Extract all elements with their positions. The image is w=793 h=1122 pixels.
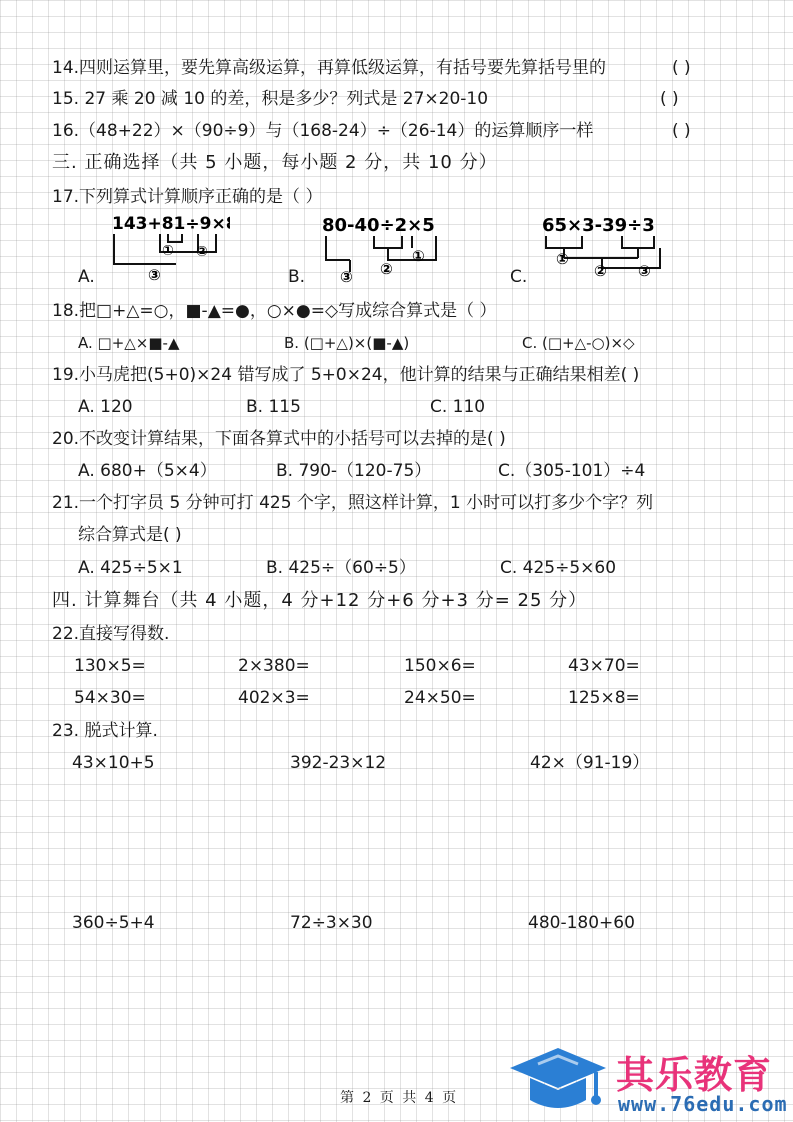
question-21-cont: 综合算式是( ): [78, 525, 182, 545]
step-calc-4: 360÷5+4: [72, 913, 155, 933]
option-17-a-label[interactable]: A.: [78, 267, 95, 287]
question-19: 19.小马虎把(5+0)×24 错写成了 5+0×24，他计算的结果与正确结果相差( ): [52, 365, 640, 385]
question-15: 15. 27 乘 20 减 10 的差，积是多少？列式是 27×20-10: [52, 89, 489, 109]
option-21-c[interactable]: C. 425÷5×60: [500, 558, 617, 578]
step-calc-2: 392-23×12: [290, 753, 387, 773]
option-18-a[interactable]: A. □+△×■-▲: [78, 334, 180, 352]
step-calc-5: 72÷3×30: [290, 913, 373, 933]
option-20-a[interactable]: A. 680+（5×4）: [78, 461, 217, 481]
brand-title: 其乐教育: [616, 1053, 773, 1097]
step-calc-6: 480-180+60: [528, 913, 635, 933]
order-diagram-c: [542, 214, 672, 290]
option-18-c[interactable]: C. (□+△-○)×◇: [522, 334, 635, 352]
option-19-a[interactable]: A. 120: [78, 397, 133, 417]
diagram-a-expression: 143+81÷9×8: [112, 214, 230, 234]
mental-calc-6: 402×3=: [238, 688, 310, 708]
mental-calc-4: 43×70=: [568, 656, 640, 676]
mental-calc-3: 150×6=: [404, 656, 476, 676]
diagram-c-step-2: ②: [594, 262, 607, 280]
page-number: 第 2 页 共 4 页: [340, 1090, 459, 1106]
question-16: 16.（48+22）×（90÷9）与（168-24）÷（26-14）的运算顺序一样: [52, 121, 594, 141]
diagram-c-step-1: ①: [556, 250, 569, 268]
mental-calc-2: 2×380=: [238, 656, 310, 676]
diagram-c-step-3: ③: [638, 262, 651, 280]
option-18-b[interactable]: B. (□+△)×(■-▲): [284, 334, 410, 352]
question-22: 22.直接写得数.: [52, 624, 170, 644]
graduation-cap-icon: [508, 1042, 608, 1122]
brand-logo: [508, 1040, 793, 1122]
question-23: 23. 脱式计算.: [52, 721, 158, 741]
step-calc-3: 42×（91-19）: [530, 753, 650, 773]
diagram-b-step-3: ③: [340, 268, 353, 286]
option-19-b[interactable]: B. 115: [246, 397, 301, 417]
diagram-b-expression: 80-40÷2×5: [322, 215, 435, 236]
question-17: 17.下列算式计算顺序正确的是（ ）: [52, 187, 323, 207]
mental-calc-1: 130×5=: [74, 656, 146, 676]
answer-paren-14[interactable]: ( ): [672, 58, 691, 78]
answer-paren-15[interactable]: ( ): [660, 89, 679, 109]
answer-paren-16[interactable]: ( ): [672, 121, 691, 141]
mental-calc-7: 24×50=: [404, 688, 476, 708]
diagram-b-step-2: ②: [380, 260, 393, 278]
step-calc-1: 43×10+5: [72, 753, 155, 773]
diagram-a-step-1: ①: [162, 243, 174, 259]
mental-calc-8: 125×8=: [568, 688, 640, 708]
option-21-a[interactable]: A. 425÷5×1: [78, 558, 183, 578]
option-20-c[interactable]: C.（305-101）÷4: [498, 461, 646, 481]
order-diagram-b: [322, 214, 452, 290]
brand-url: www.76edu.com: [618, 1092, 788, 1116]
diagram-c-expression: 65×3-39÷3: [542, 215, 655, 236]
diagram-a-step-2: ②: [196, 244, 208, 260]
option-17-b-label[interactable]: B.: [288, 267, 306, 287]
question-20: 20.不改变计算结果，下面各算式中的小括号可以去掉的是( ): [52, 429, 506, 449]
question-14: 14.四则运算里，要先算高级运算，再算低级运算，有括号要先算括号里的: [52, 58, 607, 78]
diagram-a-step-3: ③: [148, 266, 161, 284]
option-21-b[interactable]: B. 425÷（60÷5）: [266, 558, 416, 578]
question-21: 21.一个打字员 5 分钟可打 425 个字，照这样计算，1 小时可以打多少个字？列: [52, 493, 654, 513]
mental-calc-5: 54×30=: [74, 688, 146, 708]
section-4-title: 四. 计算舞台（共 4 小题，4 分+12 分+6 分+3 分= 25 分）: [52, 590, 588, 611]
option-19-c[interactable]: C. 110: [430, 397, 486, 417]
option-17-c-label[interactable]: C.: [510, 267, 528, 287]
question-18: 18.把□+△=○，■-▲=●，○×●=◇写成综合算式是（ ）: [52, 301, 497, 321]
option-20-b[interactable]: B. 790-（120-75）: [276, 461, 432, 481]
order-diagram-a: [110, 212, 230, 288]
diagram-b-step-1: ①: [412, 247, 425, 265]
section-3-title: 三. 正确选择（共 5 小题，每小题 2 分，共 10 分）: [52, 152, 498, 173]
